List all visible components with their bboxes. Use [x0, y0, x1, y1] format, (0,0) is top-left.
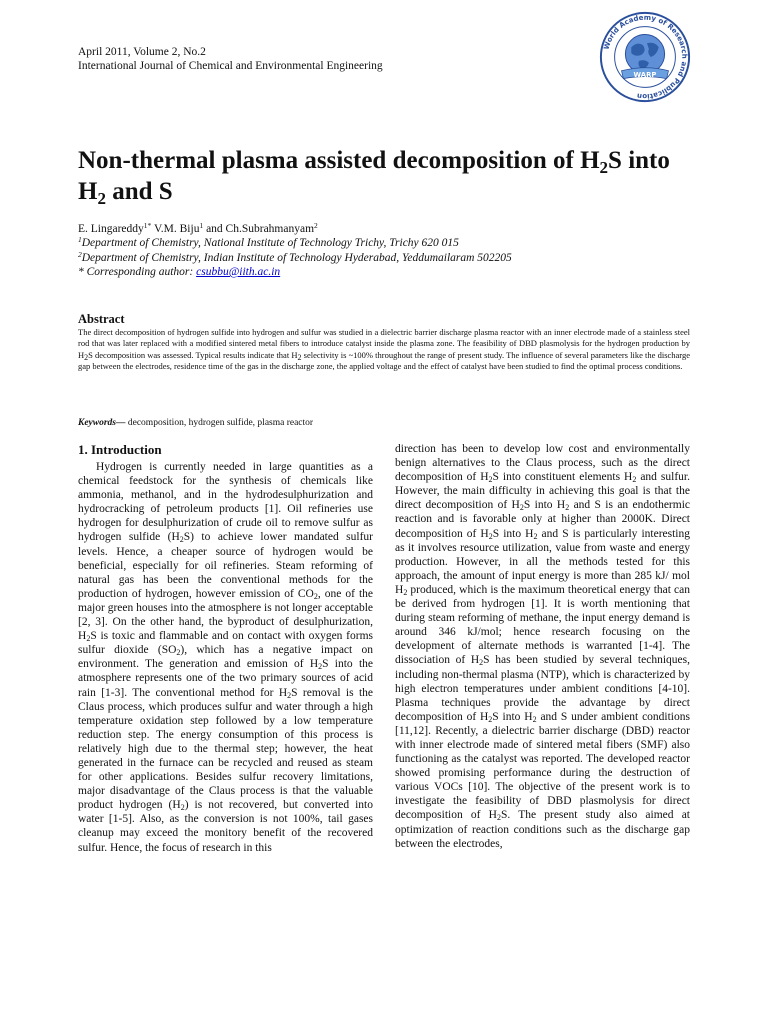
affiliation-2: $^2$Department of Chemistry, Indian Institute of Technology Hyderabad, Yeddumailaram 502205	[78, 249, 512, 264]
author-block	[78, 222, 698, 279]
paper-title: Non-thermal plasma assisted decomposition of $H_2S$ into $H_2$ and S	[78, 147, 670, 208]
issue-line: April 2011, Volume 2, No.2	[78, 46, 206, 58]
corresponding-author: * Corresponding author: csubbu@iith.ac.in	[78, 265, 281, 278]
intro-paragraph: Hydrogen is currently needed in large quantities as a chemical feedstock for the synthesis of chemicals like ammonia, methanol, and in the hydrodesulphurization and hydrocracking of petroleum products [1]. Oil refineries use hydrogen for desulphurization of crude oil to remove sulfur as hydrogen sulfide $(H_2S)$ to achieve lower mandated sulfur levels. Hence, a cheaper source of hydrogen would be beneficial, especially for oil refineries. Steam reforming of natural gas has been the conventional methods for the production of hydrogen, however emission of $CO_2$, one of the major green houses into the atmosphere is not longer acceptable [2, 3]. On the other hand, the byproduct of desulphurization, $H_2S$ is toxic and flammable and on contact with oxygen forms sulfur dioxide $(SO_2)$, which has a negative impact on environment. The generation and emission of $H_2S$ into the atmosphere represents one of the two primary sources of acid rain [1-3]. The conventional method for $H_2S$ removal is the Claus process, which produces sulfur and water through a high temperature oxidation step followed by a low temperature reduction step. The energy consumption of this process is relatively high due to the thermal step; however, the heat generated in the furnace can be recycled and reused as steam for other applications. Besides sulfur recovery limitations, major disadvantage of the Claus process is that the valuable product hydrogen $(H_2)$ is not recovered, but converted into water [1-5]. Also, as the conversion is not 100%, tail gases cleanup may exceed the monitory benefit of the recovered sulfur. Hence, the focus of research in this	[78, 461, 373, 854]
warp-logo	[596, 8, 694, 106]
journal-header	[78, 45, 383, 73]
logo-center-text: WARP	[633, 71, 657, 80]
intro-paragraph-continued: direction has been to develop low cost and environmentally benign alternatives to the Claus process, such as the direct decomposition of $H_2S$ into constituent elements $H_2$ and sulfur. However, the main difficulty in achieving this goal is that the direct decomposition of $H_2S$ into $H_2$ and S is an endothermic reaction and is favorable only at higher than 2000K. Direct decomposition of $H_2S$ into $H_2$ and S is particularly interesting as it involves resource utilization, value from waste and energy production. However, in all the methods tested for this approach, the amount of input energy is more than 285 kJ/ mol $H_2$ produced, which is the maximum theoretical energy that can be derived from hydrogen [1]. It is worth mentioning that during steam reforming of methane, the input energy demand is around 346 kJ/mol; hence research focusing on the development of alternate methods is warranted [1-4]. The dissociation of $H_2S$ has been studied by several techniques, including non-thermal plasma (NTP), which is characterized by high electron temperatures under ambient conditions [4-10]. Plasma techniques provide the advantage by direct decomposition of $H_2S$ into $H_2$ and S under ambient conditions [11,12]. Recently, a dielectric barrier discharge (DBD) reactor with inner electrode made of sintered metal fibers (SMF) also functioning as the catalyst was reported. The developed reactor showed promising performance during the destruction of various VOCs [10]. The objective of the present work is to investigate the feasibility of DBD plasmolysis for direct decomposition of $H_2S$. The present study also aimed at optimization of reaction conditions such as the discharge gap between the electrodes,	[395, 443, 691, 850]
author-email-link[interactable]: csubbu@iith.ac.in	[196, 265, 281, 278]
keywords: Keywords— decomposition, hydrogen sulfide, plasma reactor	[78, 418, 314, 428]
affiliation-1: $^1$Department of Chemistry, National Institute of Technology Trichy, Trichy 620 015	[78, 235, 459, 250]
left-column	[78, 442, 373, 855]
logo-ring-text: World Academy of Research and Publication	[601, 12, 690, 102]
right-column	[395, 442, 690, 851]
abstract-text: The direct decomposition of hydrogen sulfide into hydrogen and sulfur was studied in a dielectric barrier discharge plasma reactor with an inner electrode made of a stainless steel rod that was later replaced with a modified sintered metal fibers to introduce catalyst inside the plasma zone. The feasibility of DBD plasmolysis for the hydrogen production by $H_2S$ decomposition was assessed. Typical results indicate that $H_2$ selectivity is ~100% throughout the range of present study. The influence of several parameters like the discharge gap between the electrodes, residence time of the gas in the discharge zone, the applied voltage and the effect of catalyst have been studied to find the optimal process conditions.	[78, 327, 690, 371]
section-heading-introduction: 1. Introduction	[78, 442, 162, 457]
journal-name: International Journal of Chemical and Environmental Engineering	[78, 60, 383, 72]
author-list: E. Lingareddy$^{1*}$ V.M. Biju$^1$ and Ch.Subrahmanyam$^2$	[78, 221, 318, 235]
abstract-heading: Abstract	[78, 312, 125, 326]
